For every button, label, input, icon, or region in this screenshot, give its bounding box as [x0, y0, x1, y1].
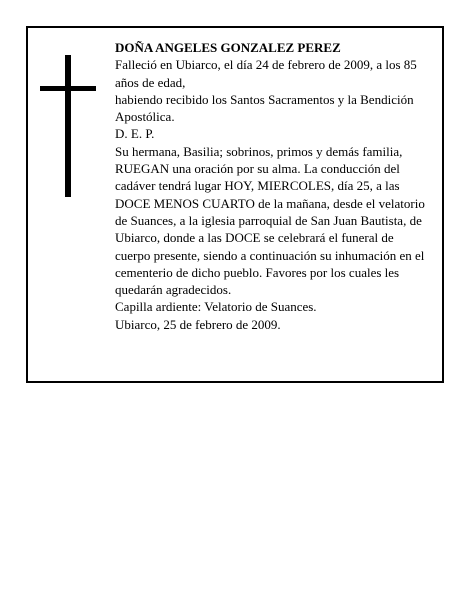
- cross-horizontal-bar: [40, 86, 96, 91]
- obituary-notice: [26, 26, 444, 383]
- rip-text: D. E. P.: [115, 126, 155, 142]
- obituary-text: [115, 39, 430, 333]
- chapel-info: Capilla ardiente: Velatorio de Suances.: [115, 299, 317, 315]
- death-info: Falleció en Ubiarco, el día 24 de febrero de 2009, a los 85 años de edad,: [115, 57, 417, 90]
- place-date: Ubiarco, 25 de febrero de 2009.: [115, 316, 281, 332]
- sacraments-text: habiendo recibido los Santos Sacramentos y la Bendición Apostólica.: [115, 91, 414, 125]
- family-message: Su hermana, Basilia; sobrinos, primos y demás familia, RUEGAN una oración por su alma. La conducción del cadáver tendrá lugar HOY, MIERCOLES, día 25, a las DOCE MENOS CUARTO de la mañana, desde el velatorio de Suances, a la iglesia parroquial de San Juan Bautista, de Ubiarco, donde a las DOCE se celebrará el funeral de cuerpo presente, siendo a continuación su inhumación en el cementerio de dicho pueblo. Favores por los cuales les quedarán agradecidos.: [115, 143, 425, 298]
- cross-vertical-bar: [65, 55, 71, 197]
- cross-icon: [40, 55, 96, 197]
- deceased-name: DOÑA ANGELES GONZALEZ PEREZ: [115, 40, 341, 55]
